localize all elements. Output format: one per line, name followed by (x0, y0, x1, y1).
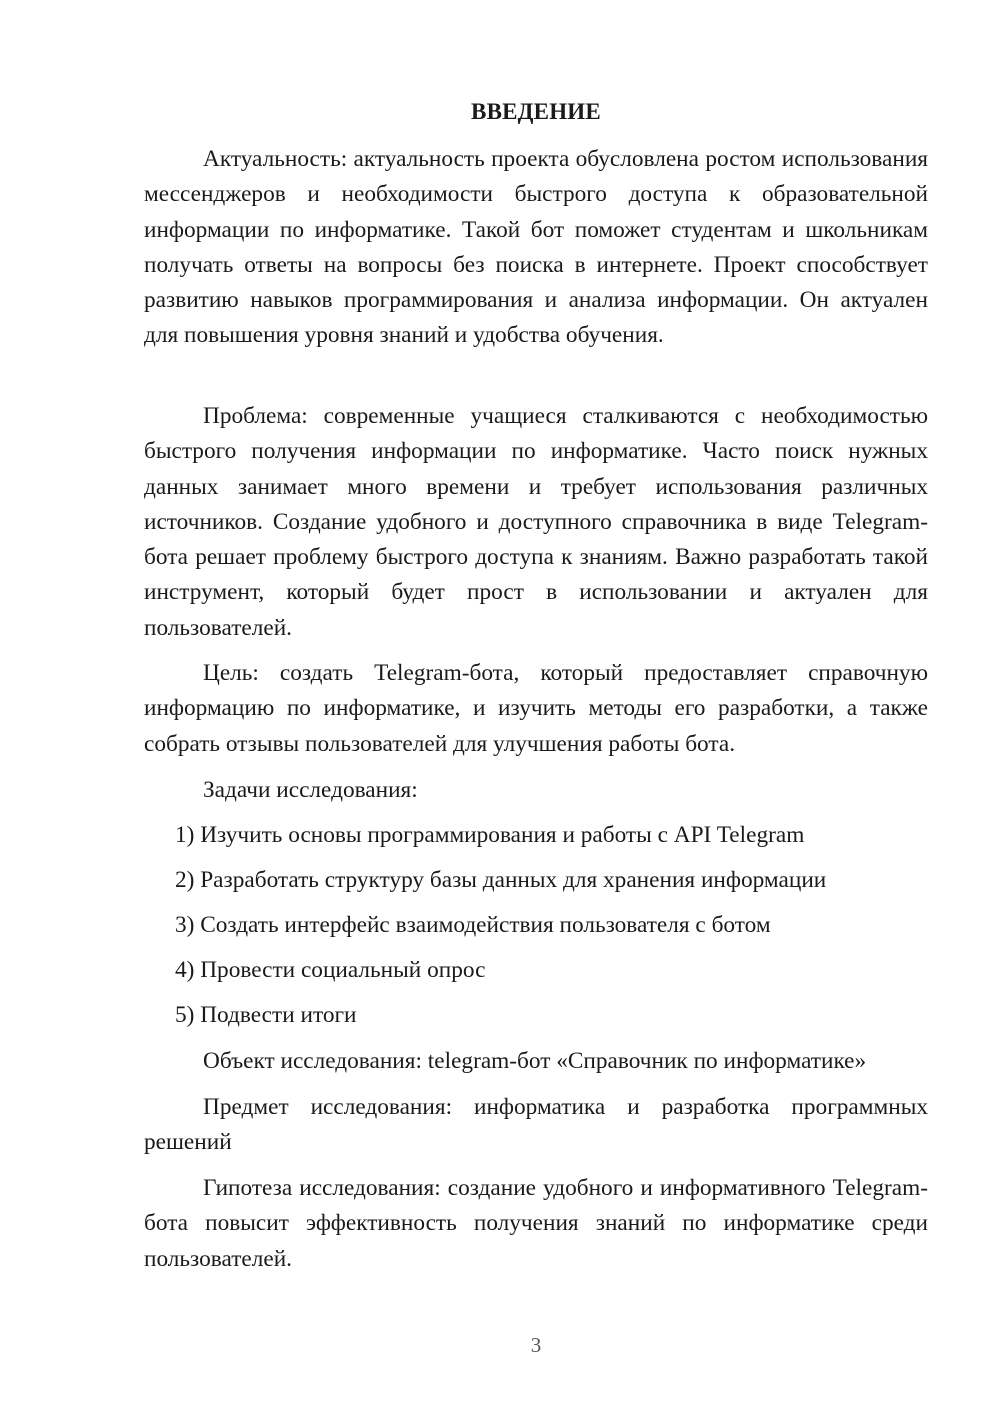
object-paragraph: Объект исследования: telegram-бот «Справочник по информатике» (203, 1048, 867, 1074)
task-item: 3) Создать интерфейс взаимодействия пользователя с ботом (175, 912, 771, 938)
section-heading: ВВЕДЕНИЕ (471, 99, 601, 124)
task-item: 5) Подвести итоги (175, 1002, 357, 1028)
relevance-paragraph: Актуальность: актуальность проекта обусловлена ростом использования мессенджеров и необходимости быстрого доступа к образовательной информации по информатике. Такой бот поможет студентам и школьникам получать ответы на вопросы без поиска в интернете. Проект способствует развитию навыков программирования и анализа информации. Он актуален для повышения уровня знаний и удобства обучения. (144, 146, 928, 349)
task-item: 1) Изучить основы программирования и работы с API Telegram (175, 822, 805, 848)
task-item: 2) Разработать структуру базы данных для хранения информации (175, 867, 827, 893)
goal-paragraph: Цель: создать Telegram-бота, который предоставляет справочную информацию по информатике, и изучить методы его разработки, а также собрать отзывы пользователей для улучшения работы бота. (144, 660, 928, 757)
tasks-title: Задачи исследования: (203, 777, 418, 803)
page-number: 3 (530, 1333, 542, 1357)
problem-paragraph: Проблема: современные учащиеся сталкиваются с необходимостью быстрого получения информации по информатике. Часто поиск нужных данных занимает много времени и требует использования различных источников. Создание удобного и доступного справочника в виде Telegram-бота решает проблему быстрого доступа к знаниям. Важно разработать такой инструмент, который будет прост в использовании и актуален для пользователей. (144, 403, 928, 641)
task-item: 4) Провести социальный опрос (175, 957, 486, 983)
subject-paragraph: Предмет исследования: информатика и разработка программных решений (144, 1094, 928, 1156)
hypothesis-paragraph: Гипотеза исследования: создание удобного и информативного Telegram-бота повысит эффективность получения знаний по информатике среди пользователей. (144, 1175, 928, 1272)
